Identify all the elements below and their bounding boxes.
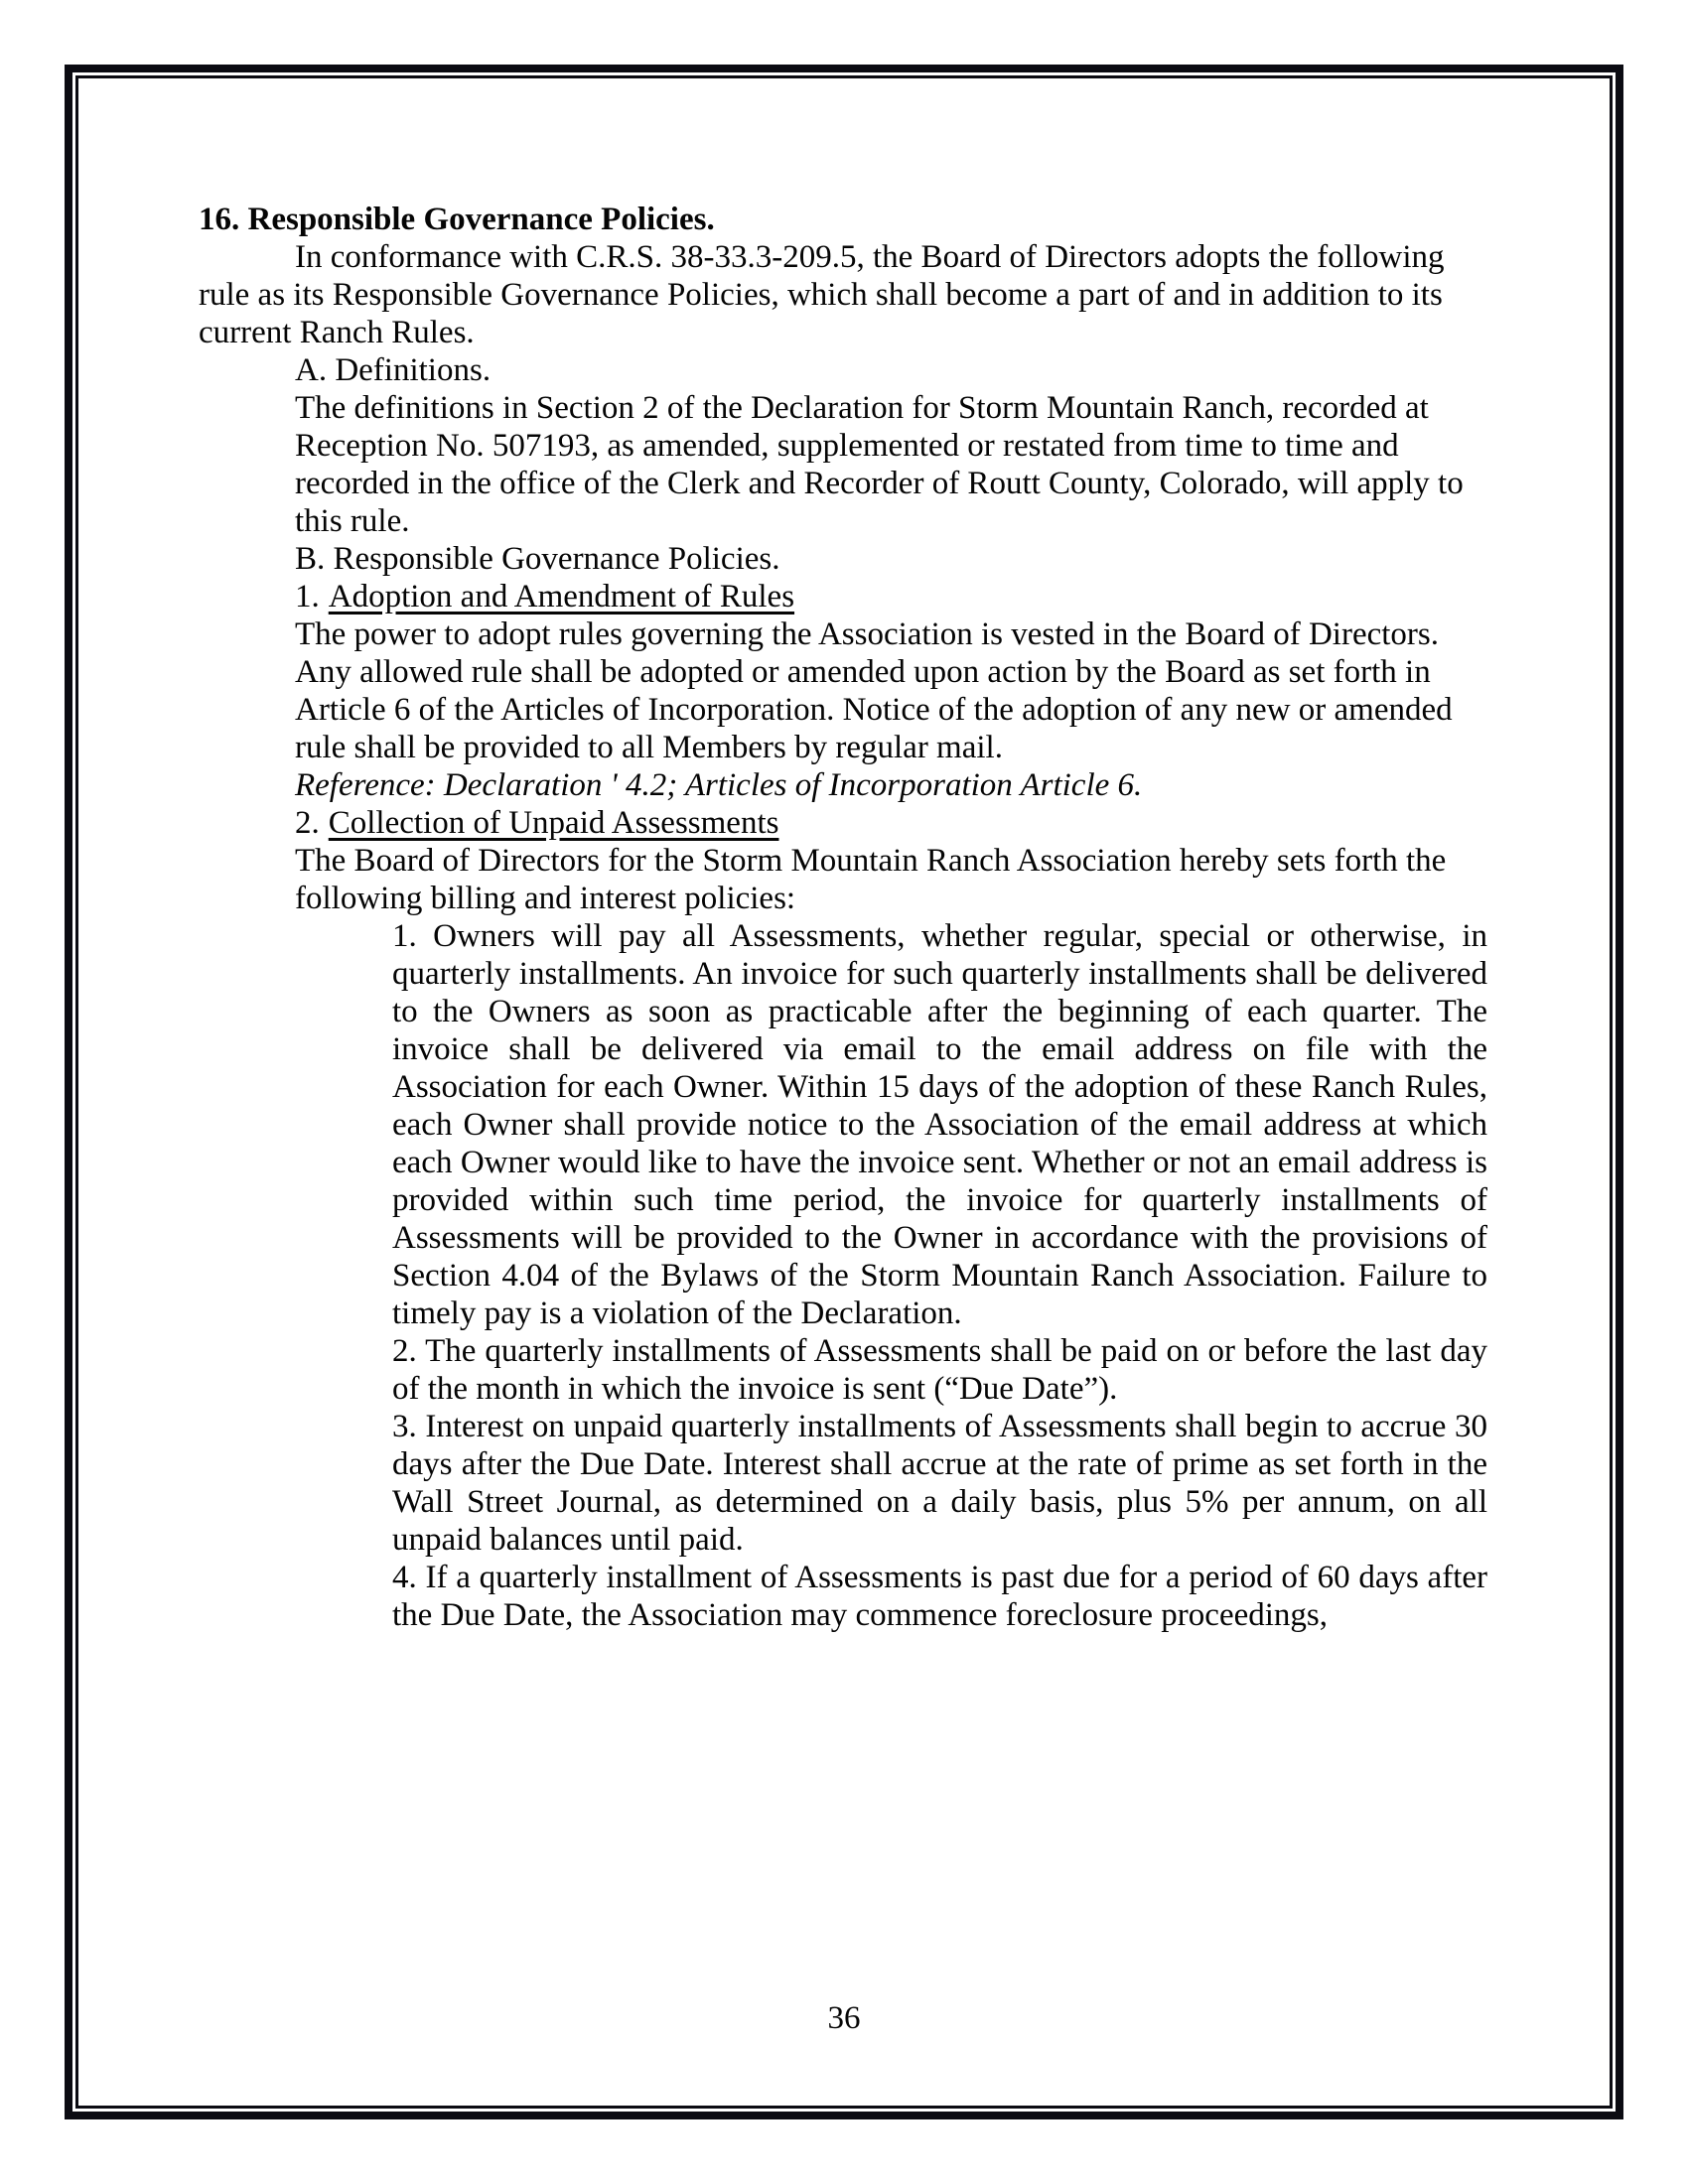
rule-2-number: 2.: [295, 805, 320, 841]
section-16-heading: 16. Responsible Governance Policies.: [199, 202, 715, 237]
section-a: [295, 351, 1487, 540]
rule-1-reference: Reference: Declaration ' 4.2; Articles of Incorporation Article 6.: [295, 767, 1143, 803]
rule-1: [295, 578, 1487, 804]
document-body: [199, 201, 1487, 1634]
rule-1-body: The power to adopt rules governing the Association is vested in the Board of Directors. Any allowed rule shall be adopted or amended upon action by the Board as set forth in Article 6 of the Articles of Incorporation. Notice of the adoption of any new or amended rule shall be provided to all Members by regular mail.: [295, 616, 1453, 765]
rule-2-heading: [295, 804, 1487, 842]
policy-item-1: 1. Owners will pay all Assessments, whether regular, special or otherwise, in quarterly installments. An invoice for such quarterly installments shall be delivered to the Owners as soon as practicable after the beginning of each quarter. The invoice shall be delivered via email to the email address on file with the Association for each Owner. Within 15 days of the adoption of these Ranch Rules, each Owner shall provide notice to the Association of the email address at which each Owner would like to have the invoice sent. Whether or not an email address is provided within such time period, the invoice for quarterly installments of Assessments will be provided to the Owner in accordance with the provisions of Section 4.04 of the Bylaws of the Storm Mountain Ranch Association. Failure to timely pay is a violation of the Declaration.: [392, 918, 1487, 1331]
rule-1-title: Adoption and Amendment of Rules: [328, 579, 795, 614]
policy-item-3: 3. Interest on unpaid quarterly installments of Assessments shall begin to accrue 30 days after the Due Date. Interest shall accrue at the rate of prime as set forth in the Wall Street Journal, as determined on a daily basis, plus 5% per annum, on all unpaid balances until paid.: [392, 1409, 1487, 1558]
section-a-title: A. Definitions.: [295, 352, 492, 388]
policy-item-2: 2. The quarterly installments of Assessments shall be paid on or before the last day of the month in which the invoice is sent (“Due Date”).: [392, 1333, 1487, 1407]
rule-2: [295, 804, 1487, 917]
policy-item-4: 4. If a quarterly installment of Assessments is past due for a period of 60 days after the Due Date, the Association may commence foreclosure proceedings,: [392, 1560, 1487, 1633]
rule-2-body: The Board of Directors for the Storm Mountain Ranch Association hereby sets forth the following billing and interest policies:: [295, 843, 1447, 916]
section-b-title: B. Responsible Governance Policies.: [295, 541, 780, 577]
section-a-body: The definitions in Section 2 of the Declaration for Storm Mountain Ranch, recorded at Reception No. 507193, as amended, supplemented or restated from time to time and recorded in the office of the Clerk and Recorder of Routt County, Colorado, will apply to this rule.: [295, 390, 1464, 539]
section-b: [295, 540, 1487, 578]
page-number: 36: [827, 2000, 861, 2036]
rule-2-title: Collection of Unpaid Assessments: [328, 805, 779, 841]
rule-2-policy-list: [392, 917, 1487, 1634]
rule-1-heading: [295, 578, 1487, 615]
rule-1-number: 1.: [295, 579, 320, 614]
intro-paragraph: In conformance with C.R.S. 38-33.3-209.5, the Board of Directors adopts the following rule as its Responsible Governance Policies, which shall become a part of and in addition to its current Ranch Rules.: [199, 239, 1445, 350]
